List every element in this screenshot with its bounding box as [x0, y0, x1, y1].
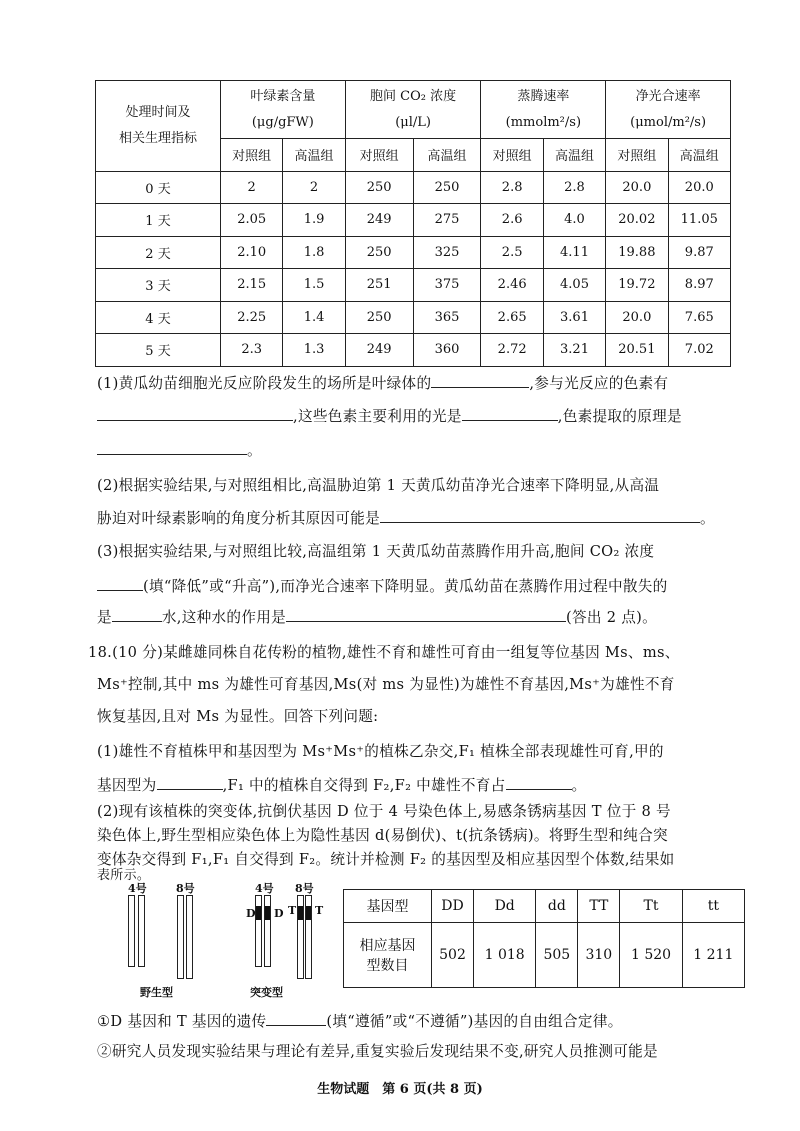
table-row [96, 301, 731, 334]
answer-blank[interactable] [431, 373, 529, 388]
mutant-label: 突变型 [250, 986, 283, 999]
table-cell: 325 [413, 236, 481, 269]
row-label: 4 天 [96, 301, 221, 334]
table-row [96, 171, 731, 204]
row-label: 3 天 [96, 269, 221, 302]
row-label: 2 天 [96, 236, 221, 269]
count-cell: 1 018 [474, 923, 536, 988]
q17-part3-line2: (填“降低”或“升高”),而净光合速率下降明显。黄瓜幼苗在蒸腾作用过程中散失的 [97, 576, 668, 597]
answer-blank[interactable] [97, 576, 143, 591]
q18-line8: 变体杂交得到 F₁,F₁ 自交得到 F₂。统计并检测 F₂ 的基因型及相应基因型个体数,结果如 [97, 851, 675, 868]
q17-part1-line2: ,这些色素主要利用的光是 ,色素提取的原理是 [97, 406, 682, 427]
count-cell: 310 [578, 923, 620, 988]
answer-blank[interactable] [286, 607, 566, 622]
q17-part3-line3: 是 水,这种水的作用是 (答出 2 点)。 [97, 609, 658, 626]
count-cell: 1 520 [620, 923, 682, 988]
table-cell: 2.10 [221, 236, 283, 269]
gene-D-label: D [246, 907, 256, 920]
group-header: 叶绿素含量 (μg/gFW) [221, 81, 346, 139]
genotype-header: TT [578, 890, 620, 923]
q18-line1: 18.(10 分)某雌雄同株自花传粉的植物,雄性不育和雄性可育由一组复等位基因 Ms、ms、 [88, 644, 680, 661]
table-cell: 20.02 [606, 204, 668, 237]
q17-part1-line1: (1)黄瓜幼苗细胞光反应阶段发生的场所是叶绿体的 ,参与光反应的色素有 [97, 375, 669, 392]
answer-blank[interactable] [380, 508, 700, 523]
genotype-count-table [343, 889, 745, 988]
q18-line9: 表所示。 [97, 868, 151, 883]
subgroup-header: 高温组 [543, 139, 605, 172]
chromosome [177, 895, 184, 979]
table-cell: 1.9 [283, 204, 345, 237]
q18-line6: (2)现有该植株的突变体,抗倒伏基因 D 位于 4 号染色体上,易感条锈病基因 T 位于 8 号 [97, 803, 671, 820]
answer-blank[interactable] [266, 1011, 326, 1026]
chr8-label: 8号 [295, 882, 314, 895]
subgroup-header: 高温组 [668, 139, 730, 172]
page-footer: 生物试题 第 6 页(共 8 页) [317, 1082, 483, 1097]
subgroup-header: 高温组 [283, 139, 345, 172]
table-cell: 2.6 [481, 204, 543, 237]
table-cell: 250 [413, 171, 481, 204]
subgroup-header: 对照组 [345, 139, 413, 172]
table-cell: 4.05 [543, 269, 605, 302]
group-header: 净光合速率 (μmol/m²/s) [606, 81, 731, 139]
q18-line7: 染色体上,野生型相应染色体上为隐性基因 d(易倒伏)、t(抗条锈病)。将野生型和纯合突 [97, 827, 668, 844]
gene-T-label: T [315, 904, 324, 917]
gene-T-label: T [288, 904, 297, 917]
physiology-data-table [95, 80, 731, 367]
table-cell: 20.0 [606, 171, 668, 204]
table-cell: 375 [413, 269, 481, 302]
table-cell: 365 [413, 301, 481, 334]
table-cell: 3.61 [543, 301, 605, 334]
answer-blank[interactable] [506, 775, 572, 790]
genotype-header: Dd [474, 890, 536, 923]
table-cell: 19.72 [606, 269, 668, 302]
table-cell: 1.3 [283, 334, 345, 367]
subgroup-header: 对照组 [481, 139, 543, 172]
q18-line3: 恢复基因,且对 Ms 为显性。回答下列问题: [97, 708, 379, 725]
chr4-label: 4号 [128, 882, 147, 895]
answer-blank[interactable] [112, 607, 162, 622]
q18-sub2: ②研究人员发现实验结果与理论有差异,重复实验后发现结果不变,研究人员推测可能是 [97, 1043, 658, 1060]
table-cell: 1.4 [283, 301, 345, 334]
subgroup-header: 对照组 [606, 139, 668, 172]
table-cell: 250 [345, 236, 413, 269]
subgroup-header: 对照组 [221, 139, 283, 172]
table-cell: 275 [413, 204, 481, 237]
group-header: 胞间 CO₂ 浓度 (μl/L) [345, 81, 481, 139]
table-cell: 2 [221, 171, 283, 204]
count-cell: 502 [432, 923, 474, 988]
table-cell: 2.65 [481, 301, 543, 334]
chromosome [186, 895, 193, 979]
q17-part1-line3: 。 [97, 440, 262, 461]
header-count: 相应基因 型数目 [344, 923, 432, 988]
subgroup-header: 高温组 [413, 139, 481, 172]
table-cell: 20.51 [606, 334, 668, 367]
table-cell: 4.11 [543, 236, 605, 269]
group-header: 蒸腾速率 (mmolm²/s) [481, 81, 606, 139]
table-cell: 2.72 [481, 334, 543, 367]
chr8-label: 8号 [176, 882, 195, 895]
q18-line2: Ms⁺控制,其中 ms 为雄性可育基因,Ms(对 ms 为显性)为雄性不育基因,Ms⁺为雄性不育 [97, 676, 675, 693]
table-cell: 11.05 [668, 204, 730, 237]
genotype-header: dd [536, 890, 578, 923]
table-cell: 2.8 [481, 171, 543, 204]
table-cell: 251 [345, 269, 413, 302]
chromosome [264, 895, 271, 967]
table-cell: 8.97 [668, 269, 730, 302]
table-cell: 249 [345, 334, 413, 367]
table-cell: 249 [345, 204, 413, 237]
answer-blank[interactable] [157, 775, 223, 790]
table-cell: 2.8 [543, 171, 605, 204]
table-cell: 7.65 [668, 301, 730, 334]
corner-header: 处理时间及 相关生理指标 [96, 81, 221, 172]
q18-line5: 基因型为 ,F₁ 中的植株自交得到 F₂,F₂ 中雄性不育占 。 [97, 777, 587, 794]
chromosome [297, 895, 304, 979]
answer-blank[interactable] [97, 440, 247, 455]
answer-blank[interactable] [462, 406, 558, 421]
row-label: 0 天 [96, 171, 221, 204]
wild-type-label: 野生型 [140, 986, 173, 999]
table-cell: 2.15 [221, 269, 283, 302]
table-cell: 9.87 [668, 236, 730, 269]
q17-part3-line1: (3)根据实验结果,与对照组比较,高温组第 1 天黄瓜幼苗蒸腾作用升高,胞间 CO₂ 浓度 [97, 543, 655, 560]
chromosome [255, 895, 262, 967]
count-cell: 1 211 [682, 923, 744, 988]
table-cell: 2 [283, 171, 345, 204]
q18-sub1: ①D 基因和 T 基因的遗传 (填“遵循”或“不遵循”)基因的自由组合定律。 [97, 1013, 623, 1030]
chromosome [305, 895, 312, 979]
genotype-header: tt [682, 890, 744, 923]
genotype-header: DD [432, 890, 474, 923]
table-cell: 2.25 [221, 301, 283, 334]
table-cell: 3.21 [543, 334, 605, 367]
table-cell: 2.05 [221, 204, 283, 237]
chr4-label: 4号 [255, 882, 274, 895]
table-cell: 250 [345, 171, 413, 204]
q18-line4: (1)雄性不育植株甲和基因型为 Ms⁺Ms⁺的植株乙杂交,F₁ 植株全部表现雄性可育,甲的 [97, 743, 664, 760]
table-cell: 7.02 [668, 334, 730, 367]
table-row [96, 204, 731, 237]
table-cell: 1.8 [283, 236, 345, 269]
row-label: 1 天 [96, 204, 221, 237]
table-cell: 250 [345, 301, 413, 334]
gene-D-label: D [274, 907, 284, 920]
q17-part2-line2: 胁迫对叶绿素影响的角度分析其原因可能是 。 [97, 510, 715, 527]
count-cell: 505 [536, 923, 578, 988]
table-cell: 2.5 [481, 236, 543, 269]
table-row [96, 334, 731, 367]
answer-blank[interactable] [97, 406, 293, 421]
table-row [96, 269, 731, 302]
table-cell: 2.3 [221, 334, 283, 367]
row-label: 5 天 [96, 334, 221, 367]
table-cell: 20.0 [668, 171, 730, 204]
table-cell: 2.46 [481, 269, 543, 302]
table-cell: 19.88 [606, 236, 668, 269]
table-cell: 4.0 [543, 204, 605, 237]
header-genotype: 基因型 [344, 890, 432, 923]
table-cell: 1.5 [283, 269, 345, 302]
genotype-header: Tt [620, 890, 682, 923]
table-cell: 360 [413, 334, 481, 367]
chromosome [138, 895, 145, 967]
table-row [96, 236, 731, 269]
chromosome [128, 895, 135, 967]
table-cell: 20.0 [606, 301, 668, 334]
q17-part2-line1: (2)根据实验结果,与对照组相比,高温胁迫第 1 天黄瓜幼苗净光合速率下降明显,从高温 [97, 477, 660, 494]
